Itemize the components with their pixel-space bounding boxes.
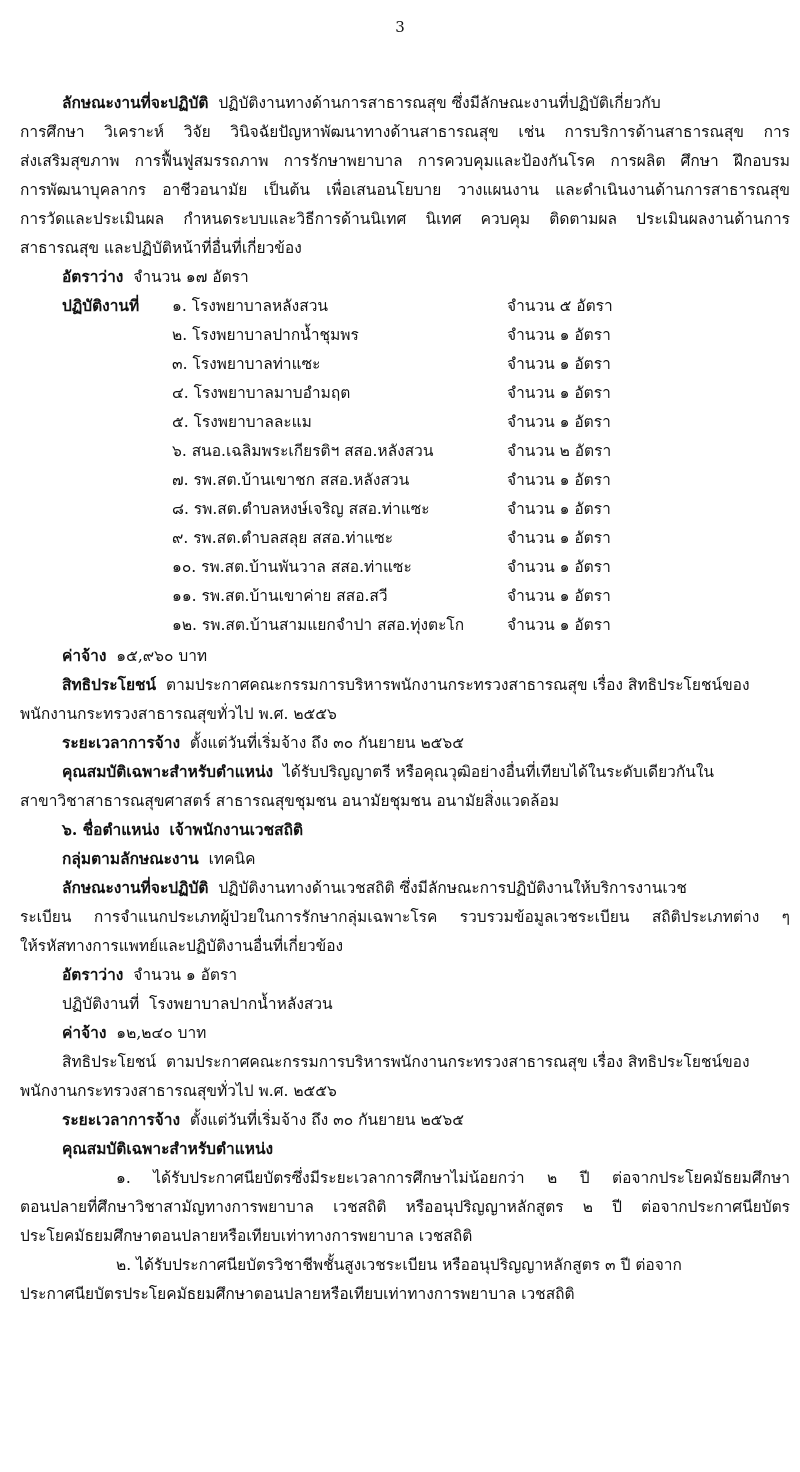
b1-qual-label: คุณสมบัติเฉพาะสำหรับตำแหน่ง [62, 762, 274, 781]
b1-vacancy-value: จำนวน ๑๗ อัตรา [133, 268, 249, 286]
b2-group-label: กลุ่มตามลักษณะงาน [62, 849, 199, 868]
b1-wage-label: ค่าจ้าง [62, 646, 107, 665]
b1-nature-text-3: การพัฒนาบุคลากร อาชีวอนามัย เป็นต้น เพื่อเสนอนโยบาย วางแผนงาน และดำเนินงานด้านการสาธารณสุข [20, 181, 790, 199]
workplace-name: ๑. โรงพยาบาลหลังสวน [172, 297, 328, 315]
workplace-count: จำนวน ๑ อัตรา [507, 471, 611, 489]
workplace-row [172, 411, 772, 433]
b2-vacancy [62, 964, 237, 986]
workplace-name: ๑๑. รพ.สต.บ้านเขาค่าย สสอ.สวี [172, 587, 388, 605]
b2-vacancy-value: จำนวน ๑ อัตรา [133, 966, 238, 984]
workplace-count: จำนวน ๑ อัตรา [507, 355, 611, 373]
workplace-count: จำนวน ๑ อัตรา [507, 413, 611, 431]
workplace-row [172, 295, 772, 317]
b1-nature-first-line [62, 92, 661, 114]
workplace-count: จำนวน ๑ อัตรา [507, 616, 611, 634]
b1-workplace-label: ปฏิบัติงานที่ [62, 296, 140, 315]
workplace-count: จำนวน ๑ อัตรา [507, 529, 611, 547]
b1-qual-text-0: ได้รับปริญญาตรี หรือคุณวุฒิอย่างอื่นที่เทียบได้ในระดับเดียวกันใน [282, 763, 715, 781]
b1-benefits-text-0: ตามประกาศคณะกรรมการบริหารพนักงานกระทรวงสาธารณสุข เรื่อง สิทธิประโยชน์ของ [166, 676, 750, 694]
workplace-count: จำนวน ๑ อัตรา [507, 326, 611, 344]
b2-period [62, 1109, 464, 1131]
page-number: 3 [395, 18, 405, 36]
b2-qual-2-line-1: ประกาศนียบัตรประโยคมัธยมศึกษาตอนปลายหรือเทียบเท่าทางการพยาบาล เวชสถิติ [20, 1285, 575, 1303]
b1-wage-value: ๑๕,๙๖๐ บาท [116, 647, 208, 665]
workplace-name: ๒. โรงพยาบาลปากน้ำชุมพร [172, 326, 359, 344]
b2-nature-label: ลักษณะงานที่จะปฏิบัติ [62, 878, 209, 897]
workplace-row [172, 353, 772, 375]
workplace-count: จำนวน ๑ อัตรา [507, 384, 611, 402]
workplace-row [172, 440, 772, 462]
workplace-count: จำนวน ๑ อัตรา [507, 500, 611, 518]
workplace-count: จำนวน ๒ อัตรา [507, 442, 612, 460]
b2-qual-1-line-2: ประโยคมัธยมศึกษาตอนปลายหรือเทียบเท่าทางการพยาบาล เวชสถิติ [20, 1227, 473, 1245]
b2-wage [62, 1022, 206, 1044]
b2-nature-text-2: ให้รหัสทางการแพทย์และปฏิบัติงานอื่นที่เกี่ยวข้อง [20, 937, 344, 955]
b2-vacancy-label: อัตราว่าง [62, 965, 124, 984]
b2-qual-label: คุณสมบัติเฉพาะสำหรับตำแหน่ง [62, 1139, 274, 1158]
b2-workplace-label: ปฏิบัติงานที่ [62, 995, 140, 1013]
workplace-count: จำนวน ๕ อัตรา [507, 297, 613, 315]
b2-period-value: ตั้งแต่วันที่เริ่มจ้าง ถึง ๓๐ กันยายน ๒๕๖๕ [189, 1111, 464, 1129]
workplace-name: ๓. โรงพยาบาลท่าแซะ [172, 355, 321, 373]
b2-position-label: ๖. ชื่อตำแหน่ง [62, 820, 160, 839]
b1-period [62, 732, 464, 754]
b2-qual-1-line-1: ตอนปลายที่ศึกษาวิชาสามัญทางการพยาบาล เวชสถิติ หรืออนุปริญญาหลักสูตร ๒ ปี ต่อจากประกาศนียบัตร [20, 1198, 790, 1216]
b1-vacancy [62, 266, 249, 288]
b2-benefits [62, 1051, 750, 1073]
b2-nature-text-0: ปฏิบัติงานทางด้านเวชสถิติ ซึ่งมีลักษณะการปฏิบัติงานให้บริการงานเวช [218, 879, 687, 897]
b1-period-value: ตั้งแต่วันที่เริ่มจ้าง ถึง ๓๐ กันยายน ๒๕๖๕ [189, 734, 464, 752]
workplace-name: ๗. รพ.สต.บ้านเขาชก สสอ.หลังสวน [172, 471, 410, 489]
b2-benefits-label: สิทธิประโยชน์ [62, 1053, 157, 1071]
b1-nature-text-2: ส่งเสริมสุขภาพ การฟื้นฟูสมรรถภาพ การรักษาพยาบาล การควบคุมและป้องกันโรค การผลิต ศึกษา ฝึกอบรม [20, 152, 790, 170]
b2-benefits-text-1: พนักงานกระทรวงสาธารณสุขทั่วไป พ.ศ. ๒๕๕๖ [20, 1082, 337, 1100]
workplace-row [172, 382, 772, 404]
b1-benefits [62, 674, 750, 696]
workplace-name: ๑๐. รพ.สต.บ้านพันวาล สสอ.ท่าแซะ [172, 558, 412, 576]
workplace-row [172, 527, 772, 549]
workplace-name: ๖. สนอ.เฉลิมพระเกียรติฯ สสอ.หลังสวน [172, 442, 434, 460]
b1-vacancy-label: อัตราว่าง [62, 267, 124, 286]
workplace-row [172, 585, 772, 607]
b2-workplace-value: โรงพยาบาลปากน้ำหลังสวน [149, 995, 333, 1013]
b1-wage [62, 645, 207, 667]
b1-nature-label: ลักษณะงานที่จะปฏิบัติ [62, 93, 209, 112]
b1-nature-text-0: ปฏิบัติงานทางด้านการสาธารณสุข ซึ่งมีลักษณะงานที่ปฏิบัติเกี่ยวกับ [218, 94, 661, 112]
b2-wage-value: ๑๒,๒๔๐ บาท [116, 1024, 207, 1042]
b2-nature-first-line [62, 877, 687, 899]
b2-group-value: เทคนิค [208, 850, 256, 868]
b2-qual-1-line-0: ๑. ได้รับประกาศนียบัตรซึ่งมีระยะเวลาการศึกษาไม่น้อยกว่า ๒ ปี ต่อจากประโยคมัธยมศึกษา [116, 1169, 790, 1187]
workplace-count: จำนวน ๑ อัตรา [507, 587, 611, 605]
b1-nature-text-1: การศึกษา วิเคราะห์ วิจัย วินิจฉัยปัญหาพัฒนาทางด้านสาธารณสุข เช่น การบริการด้านสาธารณสุข การ [20, 123, 790, 141]
workplace-name: ๑๒. รพ.สต.บ้านสามแยกจำปา สสอ.ทุ่งตะโก [172, 616, 465, 634]
b2-workplace [62, 993, 333, 1015]
workplace-name: ๕. โรงพยาบาลละแม [172, 413, 312, 431]
b1-benefits-label: สิทธิประโยชน์ [62, 675, 157, 694]
b2-wage-label: ค่าจ้าง [62, 1023, 107, 1042]
b2-period-label: ระยะเวลาการจ้าง [62, 1110, 181, 1129]
b2-benefits-text-0: ตามประกาศคณะกรรมการบริหารพนักงานกระทรวงสาธารณสุข เรื่อง สิทธิประโยชน์ของ [166, 1053, 750, 1071]
workplace-row [172, 614, 772, 636]
b2-position-value: เจ้าพนักงานเวชสถิติ [169, 820, 304, 839]
b2-nature-text-1: ระเบียน การจำแนกประเภทผู้ป่วยในการรักษากลุ่มเฉพาะโรค รวบรวมข้อมูลเวชระเบียน สถิติประเภทต่าง ๆ [20, 908, 790, 926]
b2-group [62, 848, 255, 870]
workplace-row [172, 556, 772, 578]
workplace-name: ๔. โรงพยาบาลมาบอำมฤต [172, 384, 351, 402]
b1-qual-text-1: สาขาวิชาสาธารณสุขศาสตร์ สาธารณสุขชุมชน อนามัยชุมชน อนามัยสิ่งแวดล้อม [20, 792, 560, 810]
workplace-row [172, 469, 772, 491]
b1-nature-text-5: สาธารณสุข และปฏิบัติหน้าที่อื่นที่เกี่ยวข้อง [20, 239, 302, 257]
b1-nature-text-4: การวัดและประเมินผล กำหนดระบบและวิธีการด้านนิเทศ นิเทศ ควบคุม ติดตามผล ประเมินผลงานด้านการ [20, 210, 790, 228]
workplace-row [172, 324, 772, 346]
workplace-name: ๘. รพ.สต.ตำบลหงษ์เจริญ สสอ.ท่าแซะ [172, 500, 430, 518]
workplace-row [172, 498, 772, 520]
b2-position [62, 819, 303, 841]
workplace-count: จำนวน ๑ อัตรา [507, 558, 611, 576]
b1-period-label: ระยะเวลาการจ้าง [62, 733, 181, 752]
b2-qual-2-line-0: ๒. ได้รับประกาศนียบัตรวิชาชีพชั้นสูงเวชระเบียน หรืออนุปริญญาหลักสูตร ๓ ปี ต่อจาก [116, 1256, 682, 1274]
b1-benefits-text-1: พนักงานกระทรวงสาธารณสุขทั่วไป พ.ศ. ๒๕๕๖ [20, 705, 337, 723]
workplace-name: ๙. รพ.สต.ตำบลสลุย สสอ.ท่าแซะ [172, 529, 394, 547]
b1-qual [62, 761, 714, 783]
